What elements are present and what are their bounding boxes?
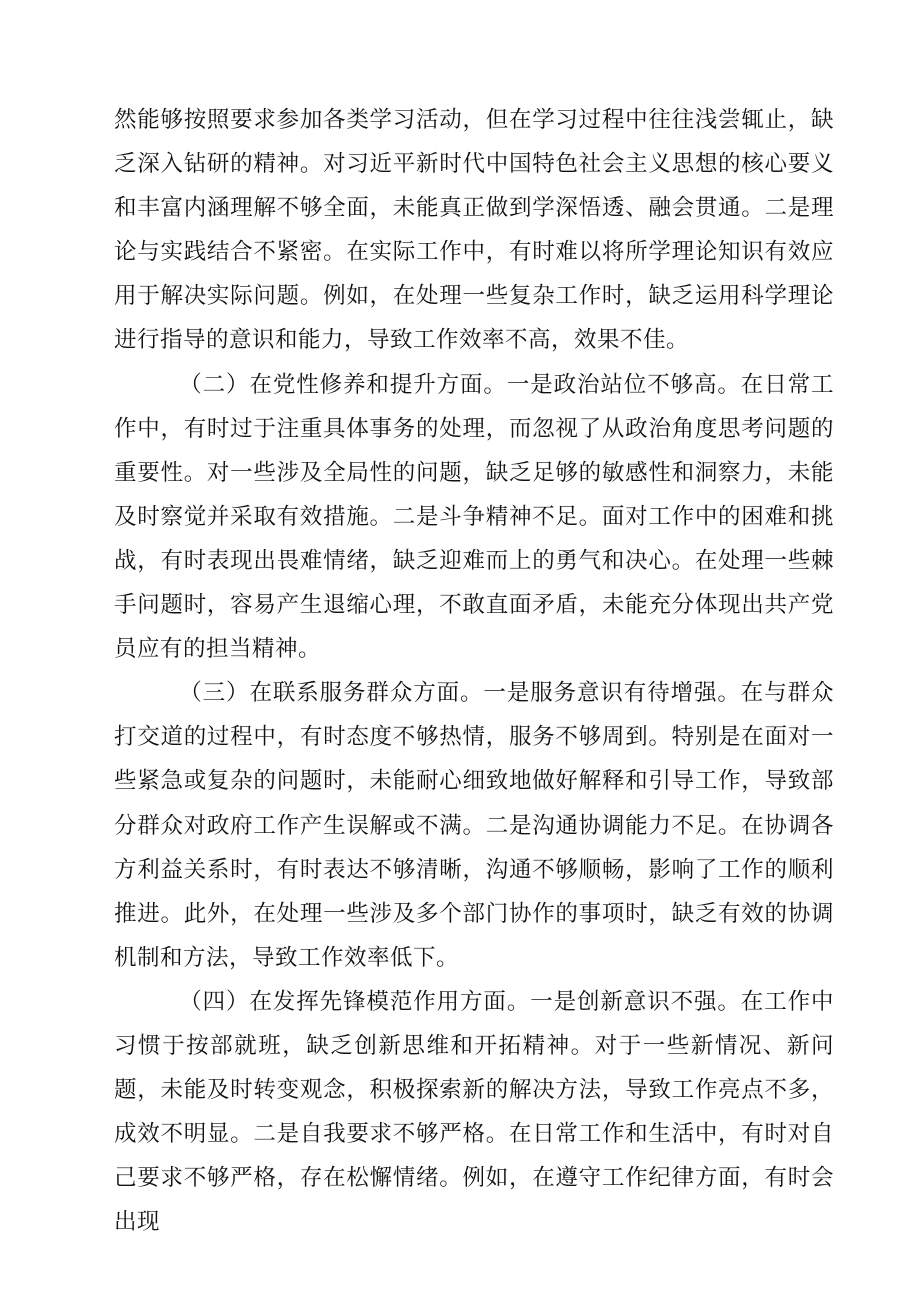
paragraph-serving-masses: （三）在联系服务群众方面。一是服务意识有待增强。在与群众打交道的过程中，有时态度不够热情，服务不够周到。特别是在面对一些紧急或复杂的问题时，未能耐心细致地做好解释和引导工作，导致部分群众对政府工作产生误解或不满。二是沟通协调能力不足。在协调各方利益关系时，有时表达不够清晰，沟通不够顺畅，影响了工作的顺利推进。此外，在处理一些涉及多个部门协作的事项时，缺乏有效的协调机制和方法，导致工作效率低下。 — [114, 680, 834, 971]
paragraph-party-spirit: （二）在党性修养和提升方面。一是政治站位不够高。在日常工作中，有时过于注重具体事务的处理，而忽视了从政治角度思考问题的重要性。对一些涉及全局性的问题，缺乏足够的敏感性和洞察力，未能及时察觉并采取有效措施。二是斗争精神不足。面对工作中的困难和挑战，有时表现出畏难情绪，缺乏迎难而上的勇气和决心。在处理一些棘手问题时，容易产生退缩心理，不敢直面矛盾，未能充分体现出共产党员应有的担当精神。 — [114, 371, 834, 663]
document-body — [114, 98, 834, 1244]
paragraph-vanguard-role: （四）在发挥先锋模范作用方面。一是创新意识不强。在工作中习惯于按部就班，缺乏创新思维和开拓精神。对于一些新情况、新问题，未能及时转变观念，积极探索新的解决方法，导致工作亮点不多，成效不明显。二是自我要求不够严格。在日常工作和生活中，有时对自己要求不够严格，存在松懈情绪。例如，在遵守工作纪律方面，有时会出现 — [114, 988, 834, 1236]
paragraph-continuation-study: 然能够按照要求参加各类学习活动，但在学习过程中往往浅尝辄止，缺乏深入钻研的精神。对习近平新时代中国特色社会主义思想的核心要义和丰富内涵理解不够全面，未能真正做到学深悟透、融会贯通。二是理论与实践结合不紧密。在实际工作中，有时难以将所学理论知识有效应用于解决实际问题。例如，在处理一些复杂工作时，缺乏运用科学理论进行指导的意识和能力，导致工作效率不高，效果不佳。 — [114, 107, 834, 354]
